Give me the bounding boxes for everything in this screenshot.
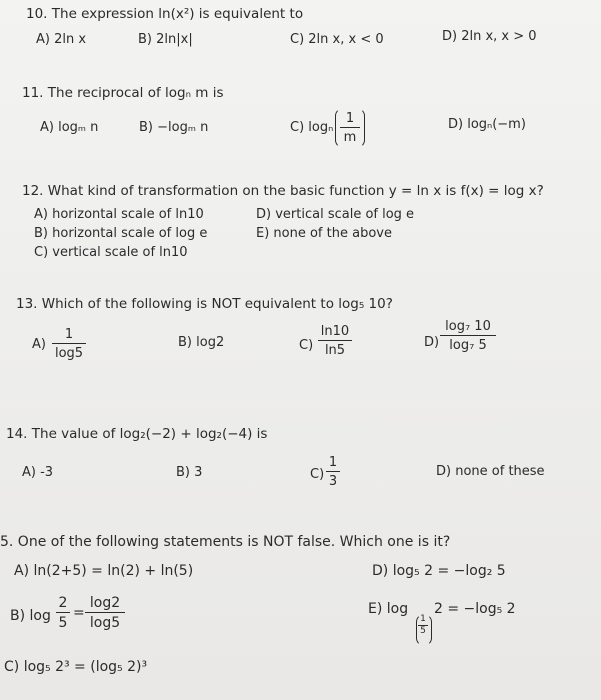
q15-choice-b-fraction2 — [85, 596, 125, 630]
q14-choice-d: D) none of these — [436, 464, 545, 479]
q12-choice-d: D) vertical scale of log e — [256, 207, 415, 222]
q13-d-denominator: log₇ 5 — [449, 338, 487, 353]
q11-choice-c-prefix: C) logₙ — [290, 120, 334, 135]
q15-choice-e-label: E) log — [368, 601, 409, 617]
q15-b-numerator2: log2 — [85, 596, 125, 613]
q11-choice-a: A) logₘ n — [40, 120, 99, 135]
q10-choice-b: B) 2ln|x| — [138, 32, 193, 47]
q11-c-numerator: 1 — [340, 112, 360, 128]
q15-choice-d: D) log₅ 2 = −log₂ 5 — [372, 563, 506, 579]
q14-choice-b: B) 3 — [176, 465, 203, 480]
q12-stem: 12. What kind of transformation on the basic function y = ln x is f(x) = log x? — [22, 183, 544, 199]
q11-c-denominator: m — [343, 130, 357, 145]
q15-choice-a: A) ln(2+5) = ln(2) + ln(5) — [14, 563, 194, 579]
q12-choice-c: C) vertical scale of ln10 — [34, 245, 188, 260]
q10-choice-d: D) 2ln x, x > 0 — [442, 29, 537, 44]
q14-stem: 14. The value of log₂(−2) + log₂(−4) is — [6, 426, 268, 442]
q15-choice-b-label: B) log — [10, 608, 51, 624]
q15-b-denominator2: log5 — [89, 615, 121, 631]
q11-choice-d: D) logₙ(−m) — [448, 117, 526, 132]
q13-d-numerator: log₇ 10 — [440, 320, 496, 336]
q14-choice-a: A) -3 — [22, 465, 54, 480]
q13-c-numerator: ln10 — [318, 325, 352, 341]
q13-choice-d-label: D) — [424, 335, 440, 350]
q13-a-denominator: log5 — [54, 346, 84, 361]
q15-choice-e-base-fraction — [418, 615, 428, 636]
q13-stem: 13. Which of the following is NOT equivalent to log₅ 10? — [16, 296, 393, 312]
q14-c-numerator: 1 — [326, 456, 340, 472]
q14-choice-c-label: C) — [310, 467, 325, 482]
q13-choice-d-fraction — [440, 320, 496, 352]
q10-choice-a: A) 2ln x — [36, 32, 87, 47]
q10-stem: 10. The expression ln(x²) is equivalent to — [26, 6, 304, 22]
q14-c-denominator: 3 — [328, 474, 338, 489]
q15-choice-e-rest: 2 = −log₅ 2 — [434, 601, 516, 617]
q15-e-base-denominator: 5 — [420, 626, 426, 636]
q11-choice-c-fraction — [340, 112, 360, 144]
q15-choice-b-fraction1 — [56, 596, 70, 630]
q13-choice-c-label: C) — [299, 338, 314, 353]
q12-choice-b: B) horizontal scale of log e — [34, 226, 208, 241]
q13-choice-b: B) log2 — [178, 335, 225, 350]
q11-stem: 11. The reciprocal of logₙ m is — [22, 85, 224, 101]
q15-e-base-numerator: 1 — [418, 615, 428, 626]
q15-choice-b-equals: = — [73, 605, 85, 621]
q13-choice-a-label: A) — [32, 337, 46, 352]
q15-b-denominator1: 5 — [58, 615, 68, 631]
q13-choice-a-fraction — [52, 328, 86, 360]
q12-choice-e: E) none of the above — [256, 226, 392, 241]
q14-choice-c-fraction — [326, 456, 340, 488]
q11-choice-b: B) −logₘ n — [139, 120, 209, 135]
q15-b-numerator1: 2 — [56, 596, 70, 613]
q15-choice-c: C) log₅ 2³ = (log₅ 2)³ — [4, 659, 148, 675]
q12-choice-a: A) horizontal scale of ln10 — [34, 207, 204, 222]
q13-choice-c-fraction — [318, 325, 352, 357]
q10-choice-c: C) 2ln x, x < 0 — [290, 32, 384, 47]
q15-stem: 5. One of the following statements is NOT false. Which one is it? — [0, 534, 451, 550]
q13-c-denominator: ln5 — [324, 343, 346, 358]
q13-a-numerator: 1 — [52, 328, 86, 344]
